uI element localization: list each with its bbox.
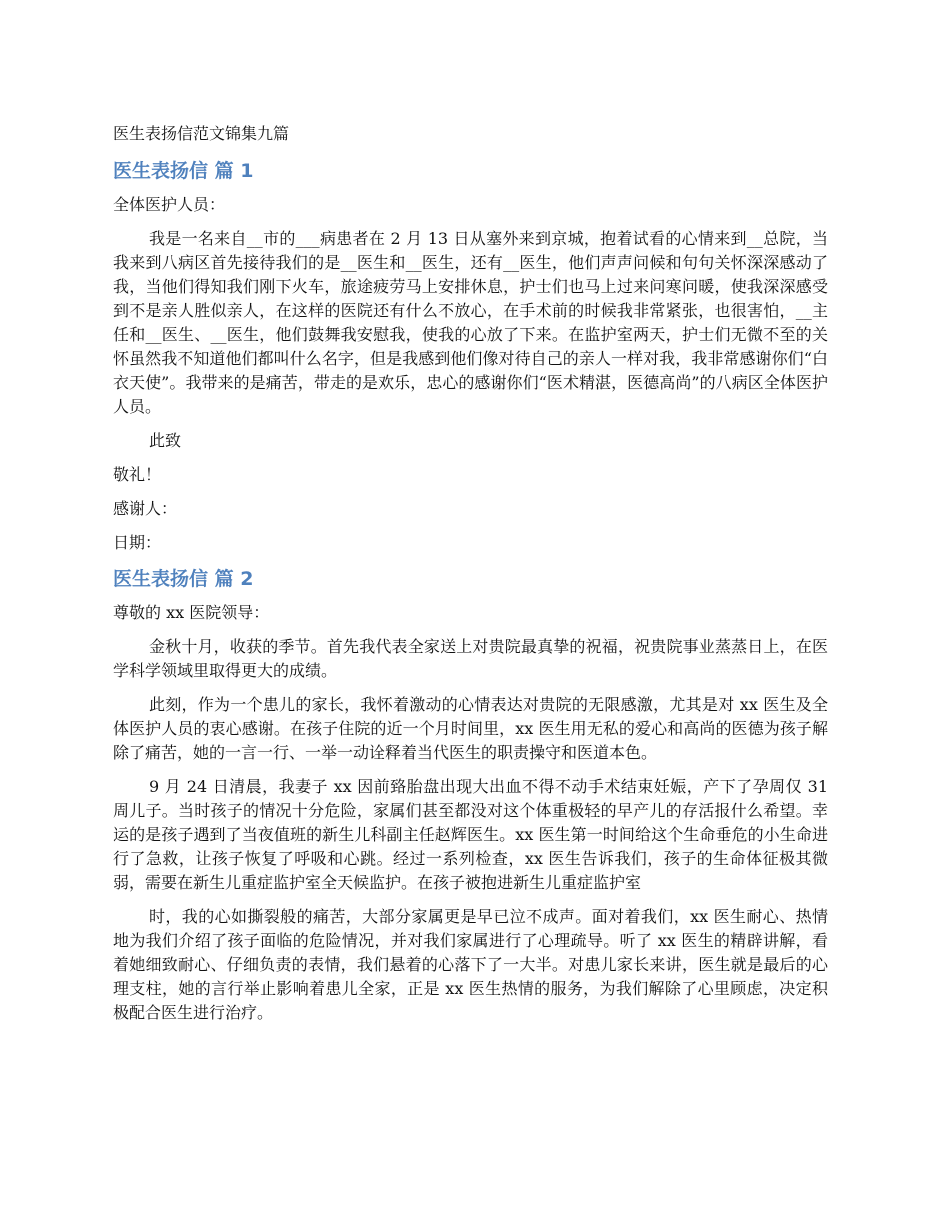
closing-text: 此致 bbox=[149, 431, 182, 450]
date-label: 日期： bbox=[113, 533, 162, 552]
body-paragraph: 金秋十月，收获的季节。首先我代表全家送上对贵院最真挚的祝福，祝贵院事业蒸蒸日上，在医学科学领域里取得更大的成绩。 bbox=[113, 637, 828, 680]
body-paragraph: 此刻，作为一个患儿的家长，我怀着激动的心情表达对贵院的无限感激，尤其是对 xx 医生及全体医护人员的衷心感谢。在孩子住院的近一个月时间里，xx 医生用无私的爱心和高尚的医德为孩子解除了痛苦，她的一言一行、一举一动诠释着当代医生的职责操守和医道本色。 bbox=[113, 695, 828, 762]
body-paragraph: 我是一名来自__市的___病患者在 2 月 13 日从塞外来到京城，抱着试看的心情来到__总院，当我来到八病区首先接待我们的是__医生和__医生，还有__医生，他们声声问候和句句关怀深深感动了我，当他们得知我们刚下火车，旅途疲劳马上安排休息，护士们也马上过来问寒问暖，使我深深感受到不是亲人胜似亲人，在这样的医院还有什么不放心，在手术前的时候我非常紧张，也很害怕，__主任和__医生、__医生，他们鼓舞我安慰我，使我的心放了下来。在监护室两天，护士们无微不至的关怀虽然我不知道他们都叫什么名字，但是我感到他们像对待自己的亲人一样对我，我非常感谢你们“白衣天使”。我带来的是痛苦，带走的是欢乐，忠心的感谢你们“医术精湛，医德高尚”的八病区全体医护人员。 bbox=[113, 229, 828, 416]
signer-label: 感谢人： bbox=[113, 499, 178, 518]
letter-section-2 bbox=[113, 565, 828, 1025]
document-page bbox=[113, 121, 828, 1035]
letter-section-1 bbox=[113, 157, 828, 555]
section-heading: 医生表扬信 篇 1 bbox=[113, 160, 254, 182]
section-heading: 医生表扬信 篇 2 bbox=[113, 568, 254, 590]
regards-text: 敬礼！ bbox=[113, 465, 162, 484]
salutation: 全体医护人员： bbox=[113, 195, 226, 214]
salutation: 尊敬的 xx 医院领导： bbox=[113, 603, 270, 622]
document-title: 医生表扬信范文锦集九篇 bbox=[113, 124, 290, 143]
body-paragraph: 时，我的心如撕裂般的痛苦，大部分家属更是早已泣不成声。面对着我们，xx 医生耐心、热情地为我们介绍了孩子面临的危险情况，并对我们家属进行了心理疏导。听了 xx 医生的精辟讲解，看着她细致耐心、仔细负责的表情，我们悬着的心落下了一大半。对患儿家长来讲，医生就是最后的心理支柱，她的言行举止影响着患儿全家，正是 xx 医生热情的服务，为我们解除了心里顾虑，决定积极配合医生进行治疗。 bbox=[113, 907, 828, 1022]
body-paragraph: 9 月 24 日清晨，我妻子 xx 因前臵胎盘出现大出血不得不动手术结束妊娠，产下了孕周仅 31 周儿子。当时孩子的情况十分危险，家属们甚至都没对这个体重极轻的早产儿的存活报什么希望。幸运的是孩子遇到了当夜值班的新生儿科副主任赵辉医生。xx 医生第一时间给这个生命垂危的小生命进行了急救，让孩子恢复了呼吸和心跳。经过一系列检查，xx 医生告诉我们，孩子的生命体征极其微弱，需要在新生儿重症监护室全天候监护。在孩子被抱进新生儿重症监护室 bbox=[113, 777, 828, 892]
